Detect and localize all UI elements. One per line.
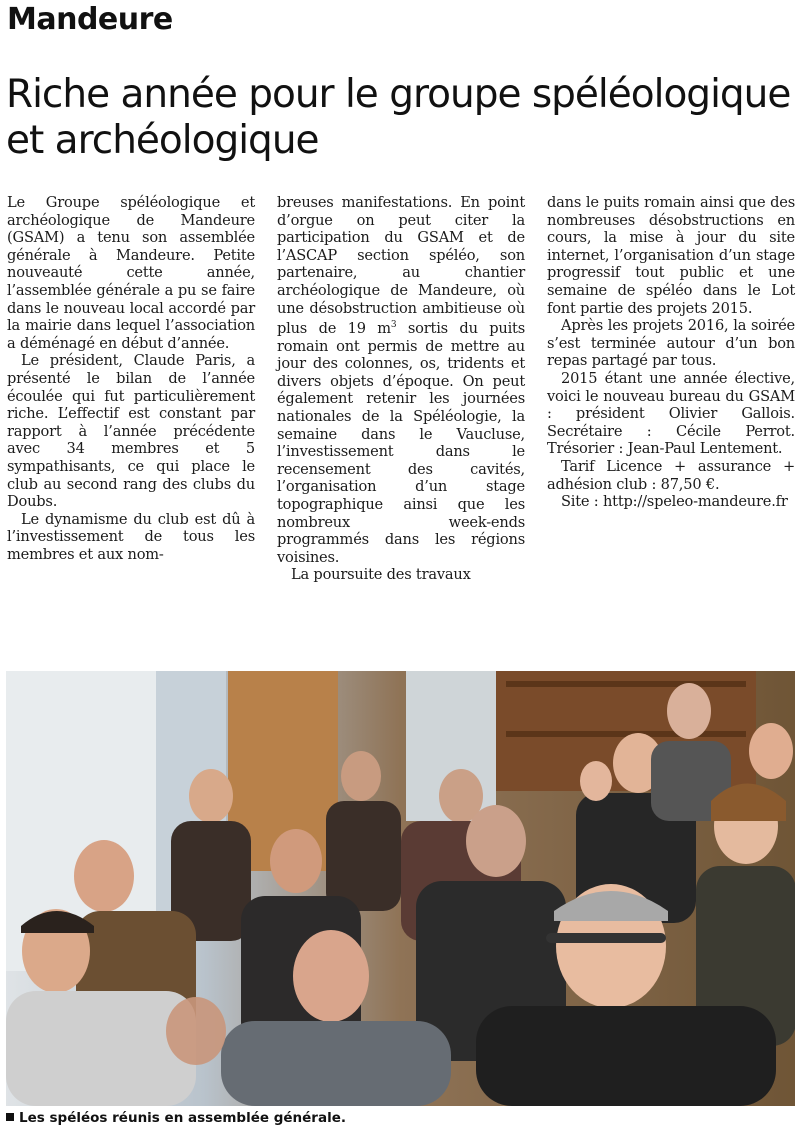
- article-body: [7, 194, 795, 656]
- photo-caption: [6, 1110, 346, 1126]
- article-headline: Riche année pour le groupe spéléologique et archéologique: [6, 72, 791, 164]
- column-1: [7, 194, 255, 656]
- paragraph: dans le puits romain ainsi que des nombreuses désobstructions en cours, la mise à jour du site internet, l’organisation d’un stage progressif tout public et une semaine de spéléo dans le Lot font partie des projets 2015.: [547, 194, 795, 317]
- photo-illustration: [6, 671, 795, 1106]
- paragraph-text: breuses manifestations. En point d’orgue on peut citer la participation du GSAM et de l’ASCAP section spéléo, son partenaire, au chantier archéologique de Mandeure, où une désobstruction ambitieuse où plus de 19 m: [277, 194, 525, 338]
- group-photo: [6, 671, 795, 1106]
- paragraph: Après les projets 2016, la soirée s’est terminée autour d’un bon repas partagé par tous.: [547, 317, 795, 370]
- paragraph-text: sortis du puits romain ont permis de mettre au jour des colonnes, os, tridents et divers objets d’époque. On peut également retenir les journées nationales de la Spéléologie, la semaine dans le Vaucluse, l’investissement dans le recensement des cavités, l’organisation d’un stage topographique ainsi que les nombreux week-ends programmés dans les régions voisines.: [277, 320, 525, 566]
- paragraph: Le dynamisme du club est dû à l’investissement de tous les membres et aux nom-: [7, 510, 255, 563]
- website-line: Site : http://speleo-mandeure.fr: [561, 493, 788, 511]
- paragraph: La poursuite des travaux: [291, 566, 471, 584]
- paragraph: Tarif Licence + assurance + adhésion club : 87,50 €.: [547, 457, 795, 493]
- location-kicker: Mandeure: [7, 2, 173, 37]
- column-2: [277, 194, 525, 656]
- caption-square-icon: [6, 1113, 14, 1121]
- paragraph: 2015 étant une année élective, voici le nouveau bureau du GSAM : président Olivier Gallois. Secrétaire : Cécile Perrot. Trésorier : Jean-Paul Lentement.: [547, 369, 795, 458]
- column-3: [547, 194, 795, 656]
- paragraph: [277, 194, 525, 566]
- paragraph: Le président, Claude Paris, a présenté le bilan de l’année écoulée qui fut particulièrement riche. L’effectif est constant par rapport à l’année précédente avec 34 membres et 5 sympathisants, ce qui place le club au second rang des clubs du Doubs.: [7, 352, 255, 511]
- paragraph: Le Groupe spéléologique et archéologique de Mandeure (GSAM) a tenu son assemblée générale à Mandeure. Petite nouveauté cette année, l’assemblée générale a pu se faire dans le nouveau local accordé par la mairie dans lequel l’association a déménagé en début d’année.: [7, 194, 255, 352]
- caption-text: Les spéléos réunis en assemblée générale.: [19, 1110, 346, 1126]
- cubic-superscript: 3: [390, 320, 397, 331]
